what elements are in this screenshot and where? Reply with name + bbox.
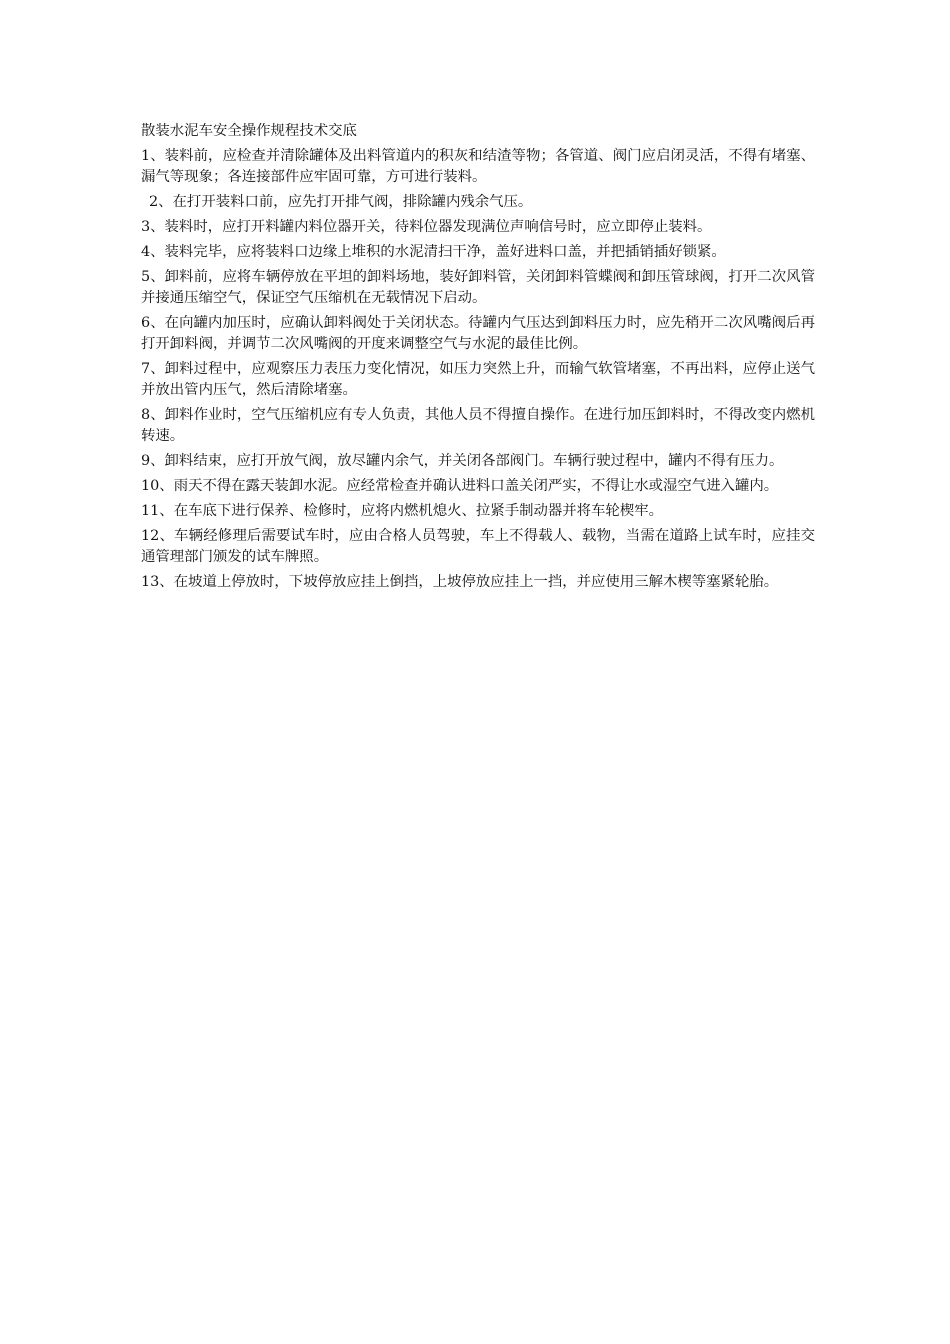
paragraph-12: 12、车辆经修理后需要试车时，应由合格人员驾驶，车上不得载人、载物，当需在道路上试车时，应挂交通管理部门颁发的试车牌照。 (141, 528, 815, 565)
paragraph-11: 11、在车底下进行保养、检修时，应将内燃机熄火、拉紧手制动器并将车轮楔牢。 (141, 503, 663, 519)
document-title: 散装水泥车安全操作规程技术交底 (141, 123, 357, 139)
paragraph-10: 10、雨天不得在露天装卸水泥。应经常检查并确认进料口盖关闭严实，不得让水或湿空气进入罐内。 (141, 478, 779, 494)
paragraph-13: 13、在坡道上停放时，下坡停放应挂上倒挡，上坡停放应挂上一挡，并应使用三解木楔等塞紧轮胎。 (141, 574, 779, 590)
paragraph-9: 9、卸料结束，应打开放气阀，放尽罐内余气，并关闭各部阀门。车辆行驶过程中，罐内不得有压力。 (141, 453, 784, 469)
paragraph-5: 5、卸料前，应将车辆停放在平坦的卸料场地，装好卸料管，关闭卸料管蝶阀和卸压管球阀，打开二次风管并接通压缩空气，保证空气压缩机在无载情况下启动。 (141, 269, 815, 306)
paragraph-7: 7、卸料过程中，应观察压力表压力变化情况，如压力突然上升，而输气软管堵塞，不再出料，应停止送气并放出管内压气，然后清除堵塞。 (141, 361, 815, 398)
paragraph-1: 1、装料前，应检查并清除罐体及出料管道内的积灰和结渣等物；各管道、阀门应启闭灵活，不得有堵塞、漏气等现象；各连接部件应牢固可靠，方可进行装料。 (141, 148, 815, 185)
paragraph-6: 6、在向罐内加压时，应确认卸料阀处于关闭状态。待罐内气压达到卸料压力时，应先稍开二次风嘴阀后再打开卸料阀，并调节二次风嘴阀的开度来调整空气与水泥的最佳比例。 (141, 315, 815, 352)
paragraph-3: 3、装料时，应打开料罐内料位器开关，待料位器发现满位声响信号时，应立即停止装料。 (141, 219, 712, 235)
paragraph-8: 8、卸料作业时，空气压缩机应有专人负责，其他人员不得擅自操作。在进行加压卸料时，不得改变内燃机转速。 (141, 407, 815, 444)
paragraph-2: 2、在打开装料口前，应先打开排气阀，排除罐内残余气压。 (149, 194, 533, 210)
paragraph-4: 4、装料完毕，应将装料口边缘上堆积的水泥清扫干净，盖好进料口盖，并把插销插好锁紧。 (141, 244, 726, 260)
document-body (141, 121, 815, 597)
